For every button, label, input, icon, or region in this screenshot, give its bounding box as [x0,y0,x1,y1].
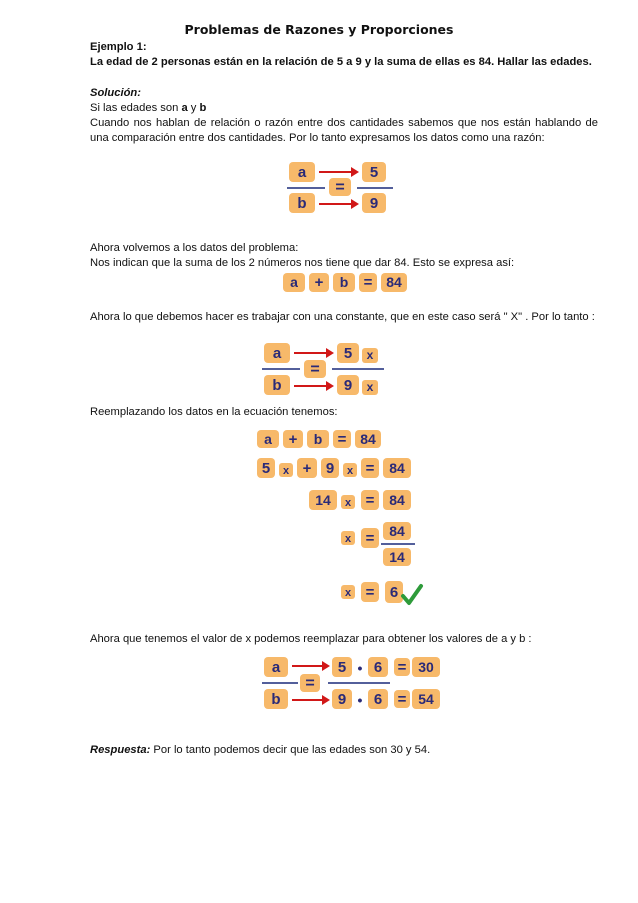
tile-nine [362,193,386,213]
svg-text:=: = [365,530,375,547]
math-tile [383,458,411,478]
math-tile [300,674,320,692]
example-statement: La edad de 2 personas están en la relación de 5 a 9 y la suma de ellas es 84. Hallar las edades. [90,56,592,68]
math-tile [333,273,355,292]
svg-text:9: 9 [337,691,347,708]
svg-text:x: x [344,533,352,545]
math-tile [264,343,290,363]
tile-a [289,162,315,182]
answer-label: Respuesta: [90,744,151,756]
math-tile [355,430,381,448]
svg-text:+: + [288,431,298,448]
math-tile [341,585,355,599]
svg-text:x: x [282,465,290,477]
tile-b [289,193,315,213]
svg-text:84: 84 [389,492,405,508]
svg-text:b: b [272,377,282,394]
svg-text:9: 9 [369,195,379,212]
math-tile [394,690,410,708]
svg-text:x: x [366,380,374,394]
math-tile [341,531,355,545]
math-tile [264,657,288,677]
svg-text:5: 5 [337,659,347,676]
math-tile [297,458,317,478]
math-tile [362,348,378,363]
math-tile [337,375,359,395]
math-tile [394,658,410,676]
svg-text:=: = [335,179,345,196]
solution-line1 [90,101,598,116]
svg-text:a: a [297,164,307,181]
multiply-dot: • [357,660,363,676]
svg-text:84: 84 [389,460,405,476]
math-tile [264,375,290,395]
svg-text:9: 9 [325,460,335,477]
ratio-figure [285,160,395,214]
var-a: a [181,102,188,114]
tile-five [362,162,386,182]
math-tile [368,657,388,677]
math-tile [412,657,440,677]
math-tile [343,463,357,477]
svg-text:84: 84 [389,523,405,539]
example-heading: Ejemplo 1: [90,41,147,53]
line1-and: y [190,102,197,114]
var-b: b [199,102,207,114]
svg-text:5: 5 [261,460,271,477]
arrow-icon [319,199,359,209]
svg-text:a: a [290,274,298,290]
math-tile [264,689,288,709]
svg-text:84: 84 [360,431,376,447]
solution-paragraph-3: Ahora lo que debemos hacer es trabajar con una constante, que en este caso será " X" . Por lo tanto : [90,311,595,323]
arrow-icon [292,661,330,671]
solution-paragraph-2-line-2: Nos indican que la suma de los 2 números nos tiene que dar 84. Esto se expresa así: [90,257,515,269]
math-tile [304,360,326,378]
answer-text: Por lo tanto podemos decir que las edades son 30 y 54. [153,744,431,756]
math-tile [383,490,411,510]
svg-text:x: x [346,465,354,477]
solution-label: Solución: [90,87,141,99]
svg-text:6: 6 [373,659,383,676]
multiply-dot: • [357,692,363,708]
math-tile [309,273,329,292]
math-tile [307,430,329,448]
svg-text:x: x [344,497,352,509]
svg-text:a: a [271,659,281,676]
math-tile [257,458,275,478]
math-tile [361,458,379,478]
solving-steps [255,428,425,608]
solution-paragraph-4: Reemplazando los datos en la ecuación tenemos: [90,406,338,418]
line1-prefix: Si las edades son [90,102,179,114]
svg-text:b: b [339,274,349,290]
math-tile [361,490,379,510]
svg-text:54: 54 [418,691,434,707]
svg-text:+: + [314,274,324,291]
svg-text:a: a [272,345,282,362]
math-tile [332,689,352,709]
math-tile [385,581,403,603]
svg-text:30: 30 [418,659,434,675]
answer-line [90,743,598,758]
math-tile [362,380,378,395]
svg-text:=: = [365,584,375,601]
svg-text:b: b [313,431,323,447]
page-title: Problemas de Razones y Proporciones [184,22,454,37]
svg-text:x: x [366,348,374,362]
math-tile [283,430,303,448]
svg-text:=: = [337,431,347,448]
svg-text:84: 84 [386,274,402,290]
svg-text:9: 9 [343,377,353,394]
math-tile [341,495,355,509]
svg-text:b: b [271,691,281,708]
svg-text:14: 14 [389,549,405,565]
math-tile [359,273,377,292]
svg-text:5: 5 [343,345,353,362]
svg-text:=: = [397,691,407,708]
svg-text:b: b [297,195,307,212]
arrow-icon [292,695,330,705]
math-tile [283,273,305,292]
math-tile [333,430,351,448]
math-tile [321,458,339,478]
checkmark-icon [403,586,421,603]
svg-text:=: = [365,492,375,509]
math-tile [412,689,440,709]
svg-text:14: 14 [315,492,331,508]
svg-text:x: x [344,587,352,599]
svg-text:=: = [365,460,375,477]
math-tile [361,528,379,548]
arrow-icon [294,348,334,358]
math-tile [257,430,279,448]
svg-text:=: = [310,361,320,378]
math-tile [279,463,293,477]
svg-text:=: = [305,675,315,692]
sum-equation [283,272,408,294]
svg-text:+: + [302,460,312,477]
final-substitution [260,655,440,711]
svg-text:5: 5 [369,164,379,181]
svg-text:=: = [363,274,373,291]
solution-paragraph-5: Ahora que tenemos el valor de x podemos reemplazar para obtener los valores de a y b : [90,633,532,645]
math-tile [383,522,411,540]
math-tile [337,343,359,363]
solution-paragraph-1: Cuando nos hablan de relación o razón entre dos cantidades sabemos que nos están hablando de una comparación entre dos cantidades. Por lo tanto expresamos los datos como una razón: [90,117,598,144]
ratio-constant-figure [260,341,390,397]
math-tile [383,548,411,566]
solution-paragraph-2-line-1: Ahora volvemos a los datos del problema: [90,242,299,254]
math-tile [309,490,337,510]
svg-text:6: 6 [389,584,399,601]
svg-text:6: 6 [373,691,383,708]
math-tile [332,657,352,677]
math-tile [368,689,388,709]
tile-equals [329,178,351,196]
svg-text:=: = [397,659,407,676]
math-tile [361,582,379,602]
math-tile [381,273,407,292]
svg-text:a: a [264,431,272,447]
arrow-icon [319,167,359,177]
arrow-icon [294,381,334,391]
